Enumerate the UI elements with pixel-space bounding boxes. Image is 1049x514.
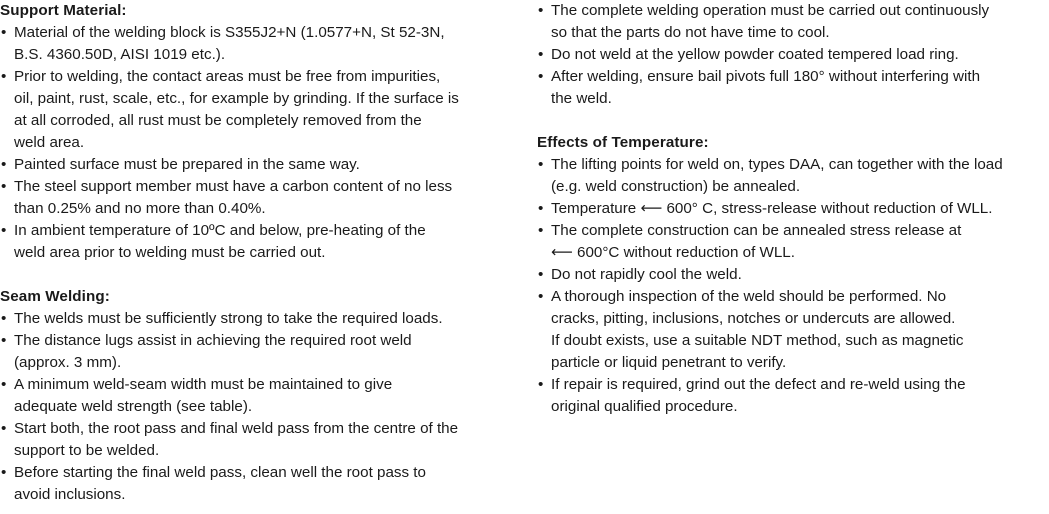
list-item-line: weld area. [14,134,85,151]
list-item [537,154,1049,198]
list-item-line: weld area prior to welding must be carried out. [14,244,326,261]
list-item-line: support to be welded. [14,442,160,459]
list-item-line: • The steel support member must have a carbon content of no less [14,178,453,195]
right-column [537,0,1049,418]
list-item [537,286,1049,374]
list-item [537,0,1049,44]
effects-of-temperature-section [537,132,1049,418]
list-item [537,220,1049,264]
list-item-line: • Prior to welding, the contact areas must be free from impurities, [14,68,441,85]
list-item-line: • The complete welding operation must be carried out continuously [551,2,990,19]
list-item-line: original qualified procedure. [551,398,738,415]
list-item-line: particle or liquid penetrant to verify. [551,354,787,371]
list-item-line: • Start both, the root pass and final weld pass from the centre of the [14,420,459,437]
list-item [0,154,520,176]
section-spacer [0,264,520,286]
list-item-line: so that the parts do not have time to cool. [551,24,830,41]
support-material-list [0,22,520,264]
list-item-line: oil, paint, rust, scale, etc., for example by grinding. If the surface is [14,90,459,107]
support-material-section [0,0,520,264]
effects-of-temperature-heading: Effects of Temperature: [537,134,709,151]
left-column [0,0,520,506]
effects-of-temperature-list [537,154,1049,418]
list-item [537,44,1049,66]
list-item-line: • The distance lugs assist in achieving the required root weld [14,332,412,349]
section-spacer [537,110,1049,132]
list-item-line: (approx. 3 mm). [14,354,122,371]
support-material-heading: Support Material: [0,2,127,19]
list-item-line: B.S. 4360.50D, AISI 1019 etc.). [14,46,226,63]
seam-welding-continued-section [537,0,1049,110]
list-item-line: • Do not rapidly cool the weld. [551,266,742,283]
list-item-line: ⟵ 600°C without reduction of WLL. [551,244,795,261]
list-item-line: • Do not weld at the yellow powder coated tempered load ring. [551,46,959,63]
list-item-line: than 0.25% and no more than 0.40%. [14,200,266,217]
list-item-line: • A minimum weld-seam width must be maintained to give [14,376,393,393]
list-item [537,264,1049,286]
seam-welding-section [0,286,520,506]
list-item-line: avoid inclusions. [14,486,126,503]
list-item-line: • In ambient temperature of 10ºC and below, pre-heating of the [14,222,426,239]
list-item-line: • The lifting points for weld on, types DAA, can together with the load [551,156,1003,173]
list-item-line: cracks, pitting, inclusions, notches or undercuts are allowed. [551,310,956,327]
list-item [537,198,1049,220]
list-item-line: • A thorough inspection of the weld should be performed. No [551,288,947,305]
list-item-line: • The welds must be sufficiently strong to take the required loads. [14,310,443,327]
list-item [537,374,1049,418]
list-item [537,66,1049,110]
list-item [0,220,520,264]
list-item [0,66,520,154]
list-item-line: • After welding, ensure bail pivots full 180° without interfering with [551,68,981,85]
list-item-line: • Before starting the final weld pass, clean well the root pass to [14,464,426,481]
seam-welding-continued-list [537,0,1049,110]
list-item-line: • Material of the welding block is S355J2+N (1.0577+N, St 52-3N, [14,24,445,41]
list-item-line: • Temperature ⟵ 600° C, stress-release without reduction of WLL. [551,200,993,217]
list-item-line: adequate weld strength (see table). [14,398,253,415]
list-item-line: • The complete construction can be annealed stress release at [551,222,962,239]
list-item [0,418,520,462]
list-item-line: at all corroded, all rust must be completely removed from the [14,112,422,129]
list-item [0,176,520,220]
seam-welding-list [0,308,520,506]
list-item [0,308,520,330]
list-item-line: the weld. [551,90,612,107]
list-item [0,22,520,66]
list-item [0,374,520,418]
list-item-line: • If repair is required, grind out the defect and re-weld using the [551,376,966,393]
list-item-line: • Painted surface must be prepared in the same way. [14,156,360,173]
list-item [0,330,520,374]
seam-welding-heading: Seam Welding: [0,288,110,305]
list-item [0,462,520,506]
list-item-line: If doubt exists, use a suitable NDT method, such as magnetic [551,332,964,349]
list-item-line: (e.g. weld construction) be annealed. [551,178,801,195]
